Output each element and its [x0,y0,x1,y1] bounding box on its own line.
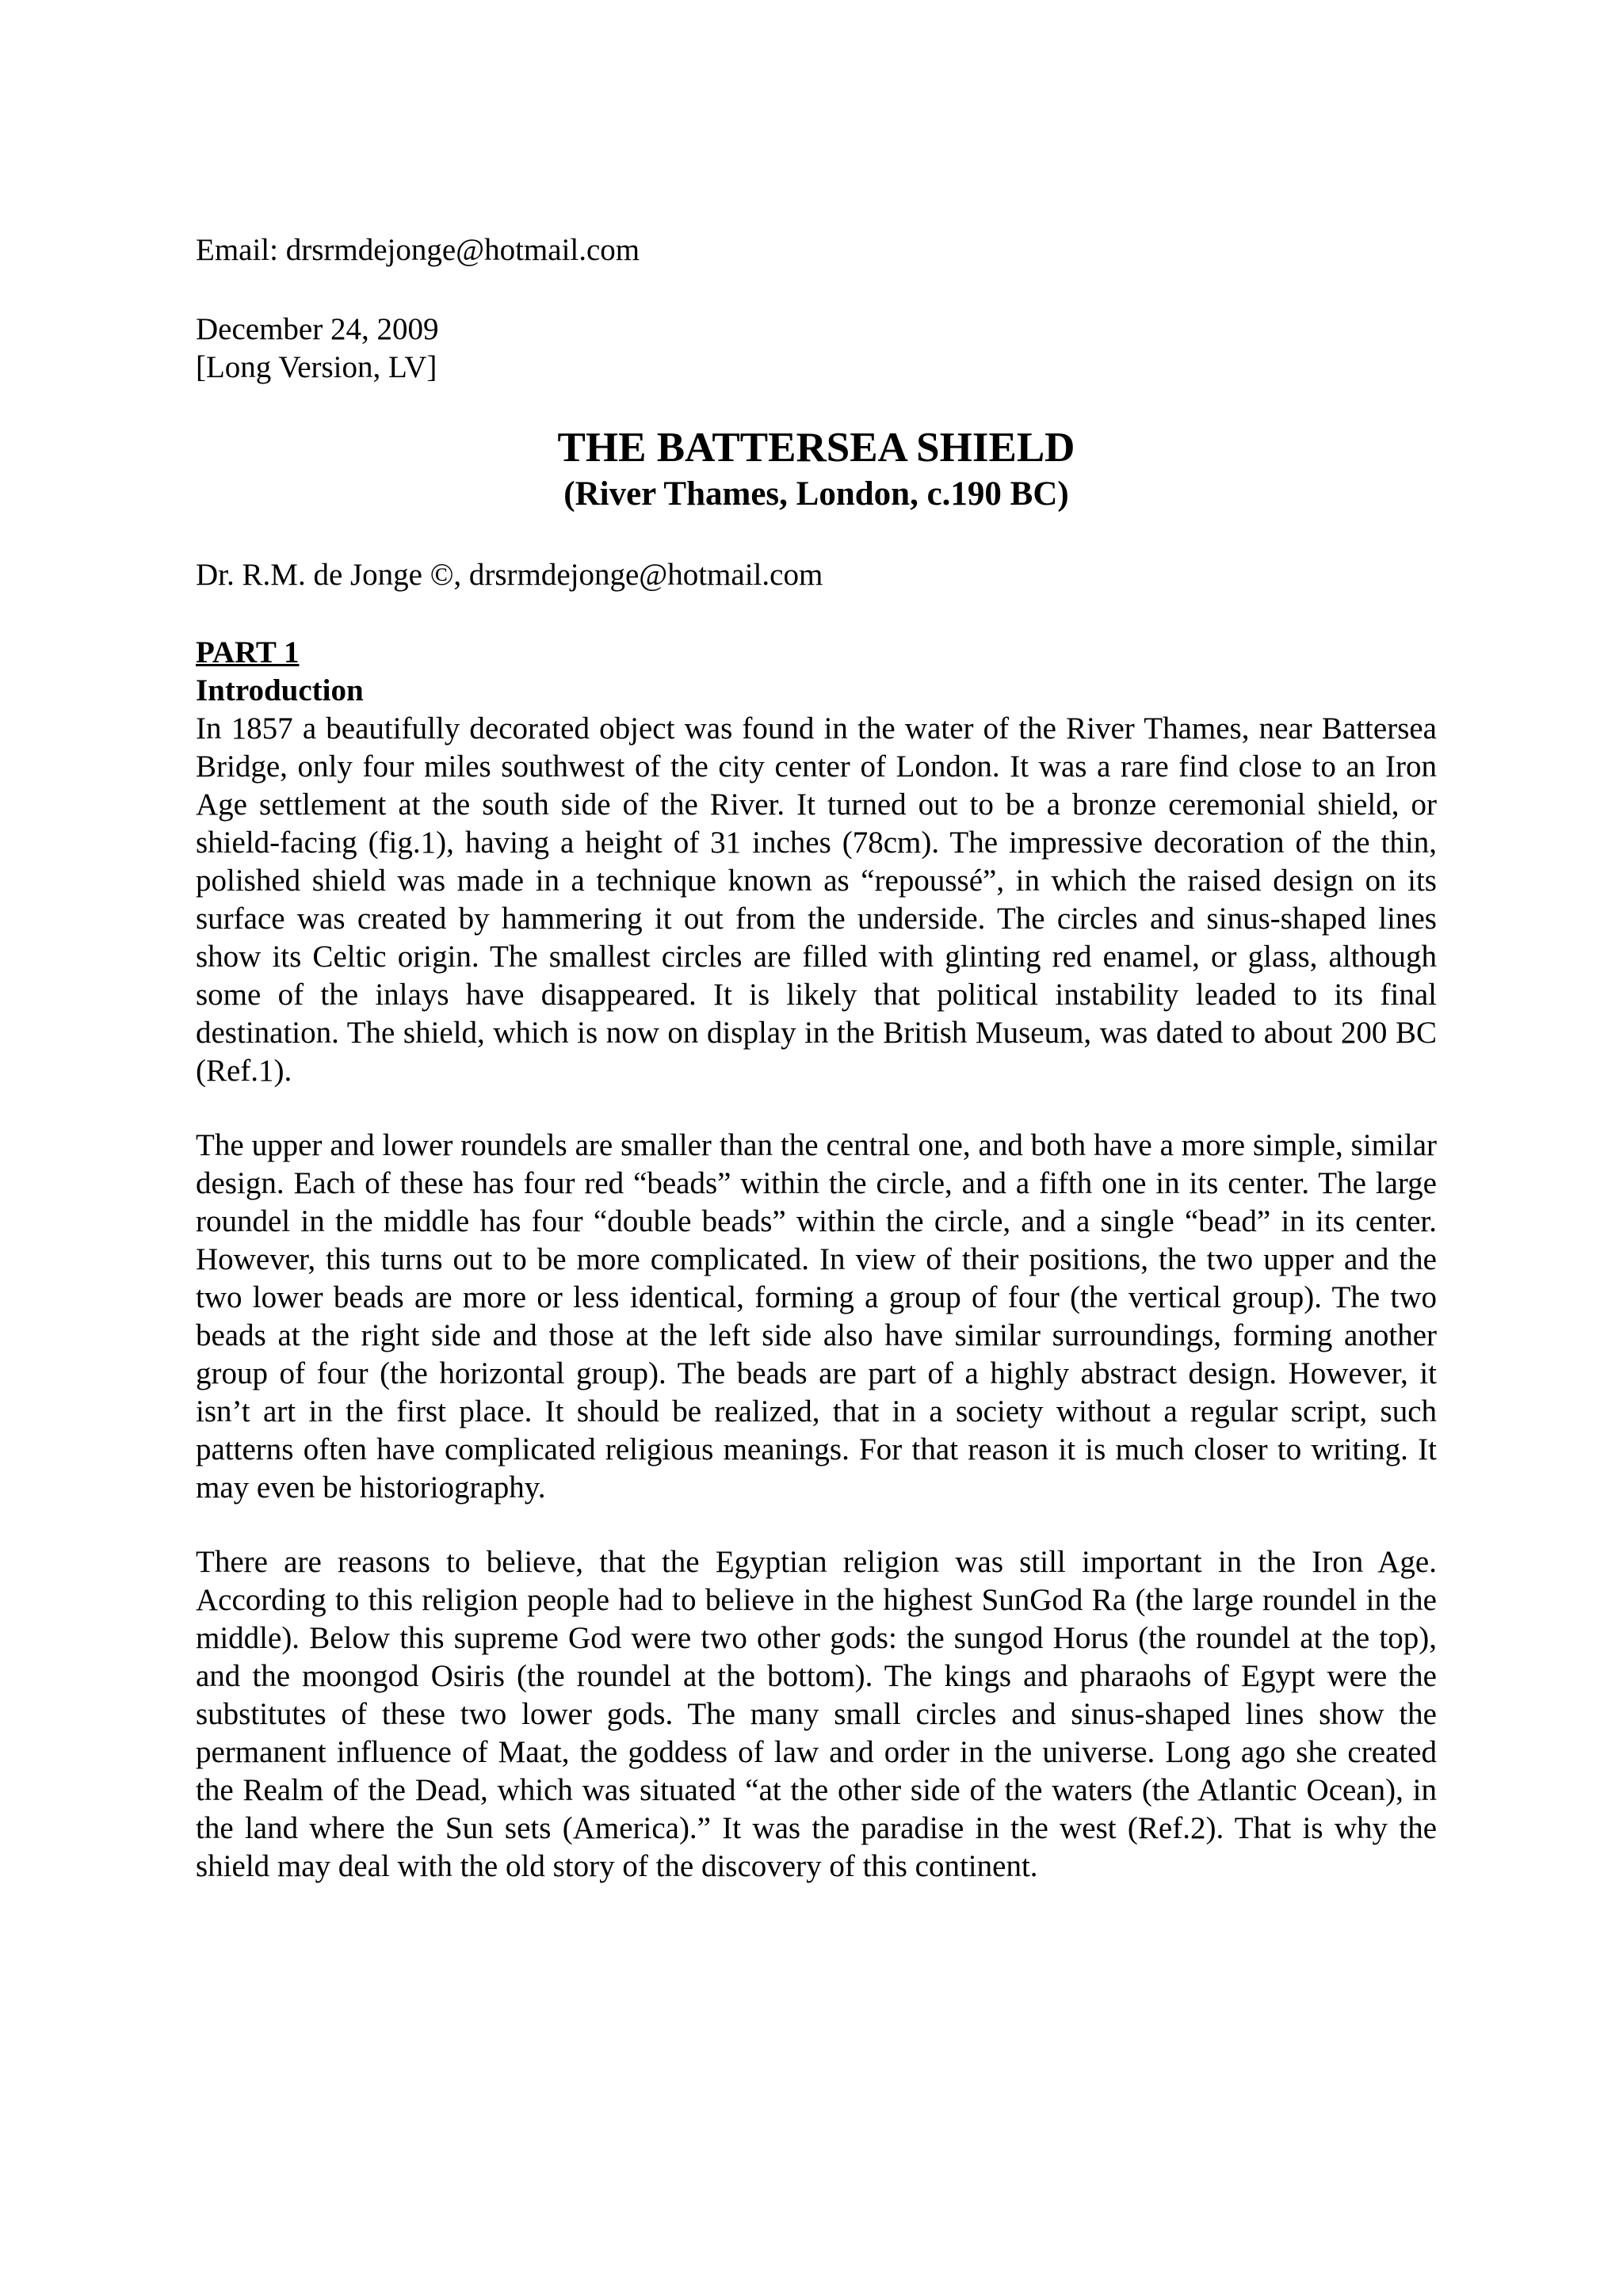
part-heading: PART 1 [196,635,300,669]
email-line: Email: drsrmdejonge@hotmail.com [196,233,640,267]
version-line: [Long Version, LV] [196,350,437,384]
date-line: December 24, 2009 [196,312,439,346]
document-subtitle: (River Thames, London, c.190 BC) [563,475,1069,513]
document-title: THE BATTERSEA SHIELD [557,425,1075,471]
paragraph: There are reasons to believe, that the Egyptian religion was still important in the Iron Age. According to this religion people had to believe in the highest SunGod Ra (the large roundel in the middle). Below this supreme God were two other gods: the sungod Horus (the roundel at the top), and the moongod Osiris (the roundel at the bottom). The kings and pharaohs of Egypt were the substitutes of these two lower gods. The many small circles and sinus-shaped lines show the permanent influence of Maat, the goddess of law and order in the universe. Long ago she created the Realm of the Dead, which was situated “at the other side of the waters (the Atlantic Ocean), in the land where the Sun sets (America).” It was the paradise in the west (Ref.2). That is why the shield may deal with the old story of the discovery of this continent. [196,1545,1437,1883]
paragraph: The upper and lower roundels are smaller than the central one, and both have a more simple, similar design. Each of these has four red “beads” within the circle, and a fifth one in its center. The large roundel in the middle has four “double beads” within the circle, and a single “bead” in its center. However, this turns out to be more complicated. In view of their positions, the two upper and the two lower beads are more or less identical, forming a group of four (the vertical group). The two beads at the right side and those at the left side also have similar surroundings, forming another group of four (the horizontal group). The beads are part of a highly abstract design. However, it isn’t art in the first place. It should be realized, that in a society without a regular script, such patterns often have complicated religious meanings. For that reason it is much closer to writing. It may even be historiography. [196,1128,1437,1505]
section-heading: Introduction [196,673,364,707]
paragraph: In 1857 a beautifully decorated object was found in the water of the River Thames, near Battersea Bridge, only four miles southwest of the city center of London. It was a rare find close to an Iron Age settlement at the south side of the River. It turned out to be a bronze ceremonial shield, or shield-facing (fig.1), having a height of 31 inches (78cm). The impressive decoration of the thin, polished shield was made in a technique known as “repoussé”, in which the raised design on its surface was created by hammering it out from the underside. The circles and sinus-shaped lines show its Celtic origin. The smallest circles are filled with glinting red enamel, or glass, although some of the inlays have disappeared. It is likely that political instability leaded to its final destination. The shield, which is now on display in the British Museum, was dated to about 200 BC (Ref.1). [196,711,1437,1088]
author-line: Dr. R.M. de Jonge ©, drsrmdejonge@hotmail.com [196,558,823,592]
